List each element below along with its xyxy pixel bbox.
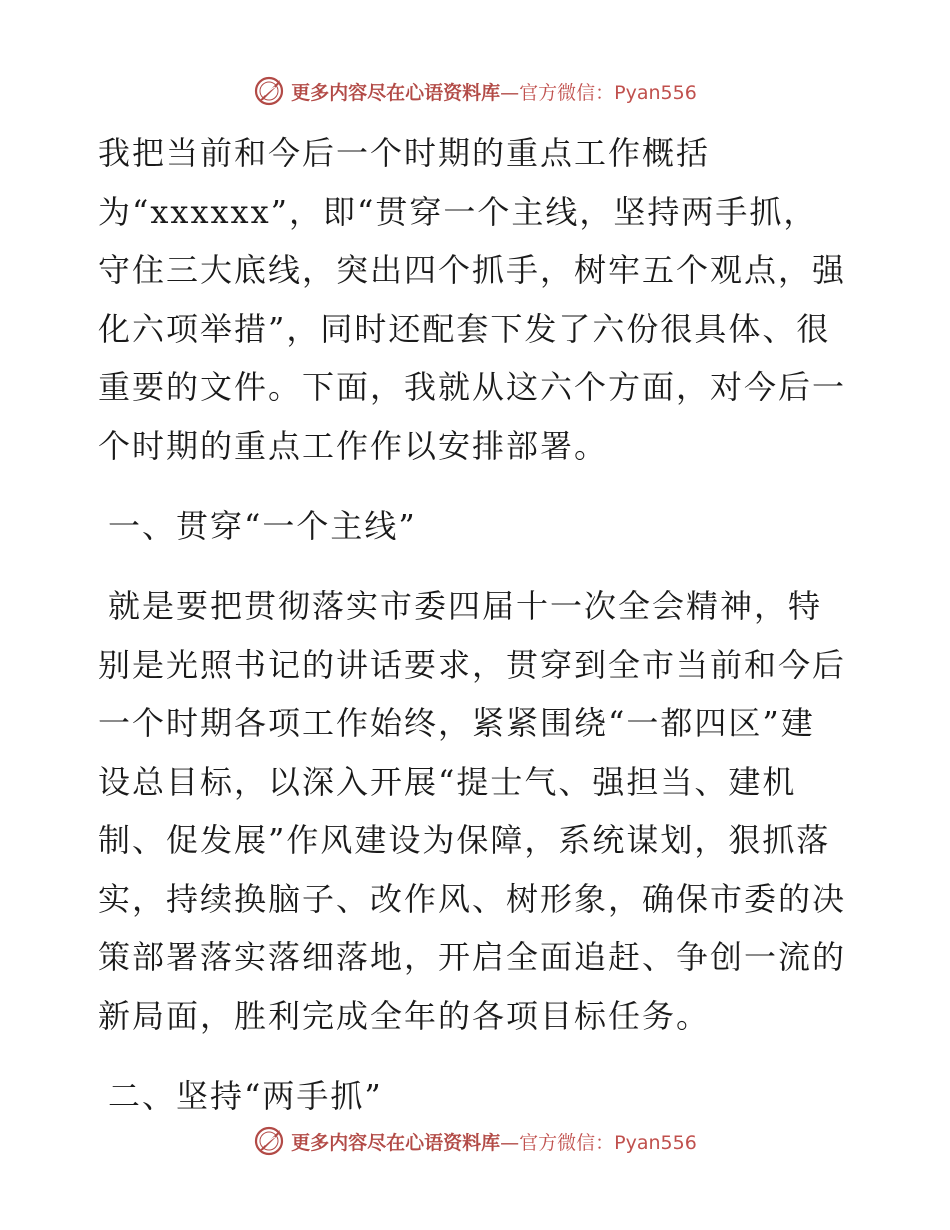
document-body	[98, 124, 858, 1125]
banner-wechat-text: 官方微信：Pyan556	[519, 1131, 697, 1154]
paragraph-line: 一个时期各项工作始终，紧紧围绕“一都四区”建	[98, 704, 815, 742]
paragraph-line: 重要的文件。下面，我就从这六个方面，对今后一	[98, 368, 847, 406]
section-heading-2: 二、坚持“两手抓”	[108, 1077, 383, 1115]
paragraph-line: 设总目标，以深入开展“提士气、强担当、建机	[98, 762, 797, 801]
paragraph-line: 实，持续换脑子、改作风、树形象，确保市委的决	[98, 879, 847, 918]
paragraph-line: 为“xxxxxx”，即“贯穿一个主线，坚持两手抓，	[98, 192, 818, 231]
section-heading-1: 一、贯穿“一个主线”	[108, 507, 417, 545]
paragraph-line: 个时期的重点工作作以安排部署。	[98, 426, 609, 465]
paragraph-line: 制、促发展”作风建设为保障，系统谋划，狠抓落	[98, 821, 831, 859]
paragraph-line: 就是要把贯彻落实市委四届十一次全会精神，特	[108, 587, 823, 625]
paragraph-line: 化六项举措”，同时还配套下发了六份很具体、很	[98, 309, 831, 348]
footer-banner	[0, 1121, 950, 1161]
banner-text	[291, 1128, 697, 1155]
banner-separator: —	[500, 81, 520, 104]
paragraph-line: 策部署落实落细落地，开启全面追赶、争创一流的	[98, 938, 847, 976]
banner-text	[291, 78, 697, 105]
banner-ad-text: 更多内容尽在心语资料库	[291, 1131, 501, 1154]
paragraph-line: 守住三大底线，突出四个抓手，树牢五个观点，强	[98, 251, 847, 289]
quill-seal-icon	[253, 1125, 285, 1157]
paragraph-line: 别是光照书记的讲话要求，贯穿到全市当前和今后	[98, 645, 847, 684]
banner-separator: —	[500, 1131, 520, 1154]
quill-seal-icon	[253, 75, 285, 107]
banner-ad-text: 更多内容尽在心语资料库	[291, 81, 501, 104]
header-banner	[0, 71, 950, 111]
paragraph-line: 我把当前和今后一个时期的重点工作概括	[98, 134, 711, 172]
banner-wechat-text: 官方微信：Pyan556	[519, 81, 697, 104]
paragraph-line: 新局面，胜利完成全年的各项目标任务。	[98, 996, 711, 1035]
